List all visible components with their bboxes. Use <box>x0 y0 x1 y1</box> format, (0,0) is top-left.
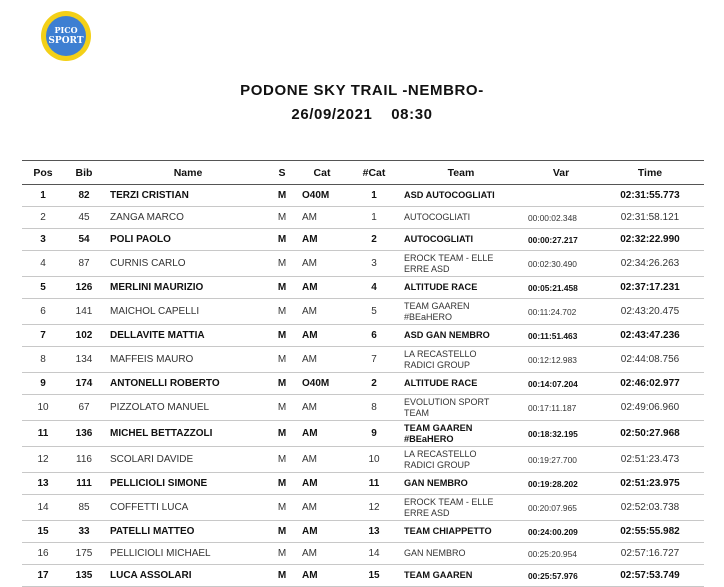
team-line-2: #BEaHERO <box>404 311 453 322</box>
row-name: ANTONELLI ROBERTO <box>110 378 220 389</box>
table-row <box>22 565 704 587</box>
col-sex: S <box>278 166 286 179</box>
row-pos: 10 <box>37 402 49 413</box>
row-cat-pos: 13 <box>368 526 380 537</box>
row-name: PATELLI MATTEO <box>110 526 195 537</box>
team-line-2: RADICI GROUP <box>404 359 471 370</box>
row-var: 00:24:00.209 <box>528 526 578 537</box>
row-cat: AM <box>302 526 318 537</box>
row-time: 02:44:08.756 <box>620 354 680 365</box>
row-cat: AM <box>302 548 317 559</box>
table-row <box>22 473 704 495</box>
row-var: 00:05:21.458 <box>528 282 578 293</box>
team-line: ASD AUTOCOGLIATI <box>404 190 495 200</box>
table-row <box>22 325 704 347</box>
row-name: PELLICIOLI MICHAEL <box>110 548 211 559</box>
row-sex: M <box>277 402 287 413</box>
row-team <box>396 251 526 277</box>
row-team <box>396 347 526 373</box>
row-time: 02:43:20.475 <box>620 306 680 317</box>
table-row <box>22 277 704 299</box>
row-var: 00:02:30.490 <box>528 258 577 269</box>
row-sex: M <box>277 570 287 581</box>
row-sex: M <box>277 258 287 269</box>
results-body <box>22 185 704 587</box>
row-time: 02:46:02.977 <box>620 378 680 389</box>
row-pos: 14 <box>37 502 49 513</box>
team-line: ALTITUDE RACE <box>404 378 478 388</box>
team-line: TEAM GAAREN <box>404 570 473 580</box>
row-name: TERZI CRISTIAN <box>110 190 189 201</box>
row-cat-pos: 8 <box>371 402 377 413</box>
row-time: 02:43:47.236 <box>620 330 680 341</box>
row-cat: AM <box>302 570 318 581</box>
row-cat: AM <box>302 402 317 413</box>
row-name: DELLAVITE MATTIA <box>110 330 205 341</box>
row-sex: M <box>277 378 287 389</box>
row-cat-pos: 9 <box>371 428 377 439</box>
row-sex: M <box>277 234 287 245</box>
team-line: LA RECASTELLO <box>404 448 477 459</box>
row-cat-pos: 4 <box>371 282 377 293</box>
row-var: 00:18:32.195 <box>528 428 578 439</box>
event-time: 08:30 <box>391 106 433 123</box>
row-pos: 11 <box>37 428 49 439</box>
row-name: SCOLARI DAVIDE <box>110 454 194 465</box>
row-var: 00:11:24.702 <box>528 306 577 317</box>
team-line: EROCK TEAM - ELLE <box>404 252 494 263</box>
row-cat-pos: 7 <box>371 354 377 365</box>
row-bib: 102 <box>75 330 93 341</box>
row-var: 00:17:11.187 <box>528 402 577 413</box>
results-header-row <box>22 161 704 185</box>
event-date: 26/09/2021 <box>291 106 373 123</box>
row-team <box>396 495 526 521</box>
row-sex: M <box>277 502 287 513</box>
row-time: 02:34:26.263 <box>620 258 680 269</box>
row-bib: 136 <box>75 428 93 439</box>
event-title: PODONE SKY TRAIL -NEMBRO- <box>240 82 484 99</box>
row-sex: M <box>277 190 287 201</box>
row-bib: 85 <box>78 502 90 513</box>
table-row <box>22 421 704 447</box>
team-line-2: RADICI GROUP <box>404 459 471 470</box>
row-bib: 87 <box>78 258 90 269</box>
team-line: EVOLUTION SPORT <box>404 396 490 407</box>
row-time: 02:52:03.738 <box>620 502 680 513</box>
row-name: MICHEL BETTAZZOLI <box>110 428 213 439</box>
row-cat-pos: 5 <box>371 306 377 317</box>
row-cat: AM <box>302 428 318 439</box>
row-bib: 45 <box>78 212 90 223</box>
row-team <box>396 543 526 565</box>
row-pos: 7 <box>40 330 46 341</box>
col-name: Name <box>173 166 203 179</box>
row-cat: AM <box>302 478 318 489</box>
event-datetime <box>0 106 724 123</box>
table-row <box>22 185 704 207</box>
logo-text-bottom: SPORT <box>48 36 84 46</box>
row-team <box>396 395 526 421</box>
row-cat-pos: 2 <box>371 234 377 245</box>
row-cat: O40M <box>302 190 330 201</box>
row-bib: 82 <box>78 190 90 201</box>
row-cat: AM <box>302 502 317 513</box>
row-var: 00:25:57.976 <box>528 570 578 581</box>
row-var: 00:00:02.348 <box>528 212 577 223</box>
team-line: EROCK TEAM - ELLE <box>404 496 494 507</box>
row-team <box>396 325 526 347</box>
row-time: 02:50:27.968 <box>620 428 680 439</box>
row-pos: 4 <box>40 258 46 269</box>
team-line: TEAM CHIAPPETTO <box>404 526 492 536</box>
row-pos: 2 <box>40 212 46 223</box>
row-cat-pos: 6 <box>371 330 377 341</box>
row-sex: M <box>277 330 287 341</box>
row-sex: M <box>277 478 287 489</box>
team-line: TEAM GAAREN <box>404 300 470 311</box>
row-cat: AM <box>302 258 317 269</box>
row-cat-pos: 3 <box>371 258 377 269</box>
table-row <box>22 543 704 565</box>
team-line-2: ERRE ASD <box>404 263 450 274</box>
row-cat: AM <box>302 354 317 365</box>
row-sex: M <box>277 212 287 223</box>
row-pos: 9 <box>40 378 46 389</box>
row-bib: 116 <box>76 454 92 465</box>
team-line: ALTITUDE RACE <box>404 282 478 292</box>
row-pos: 8 <box>40 354 46 365</box>
team-line-2: #BEaHERO <box>404 433 454 444</box>
pico-sport-logo <box>41 11 91 61</box>
col-cat: Cat <box>313 166 331 179</box>
team-line: GAN NEMBRO <box>404 478 468 488</box>
row-time: 02:51:23.975 <box>620 478 680 489</box>
row-name: CURNIS CARLO <box>110 258 186 269</box>
row-var: 00:19:27.700 <box>528 454 577 465</box>
team-line: AUTOCOGLIATI <box>404 234 474 244</box>
row-team <box>396 229 526 251</box>
col-var: Var <box>552 166 570 179</box>
row-team <box>396 447 526 473</box>
row-bib: 134 <box>75 354 93 365</box>
row-team <box>396 277 526 299</box>
row-pos: 12 <box>37 454 49 465</box>
row-bib: 175 <box>75 548 93 559</box>
col-time: Time <box>637 166 663 179</box>
table-row <box>22 447 704 473</box>
row-time: 02:31:58.121 <box>620 212 680 223</box>
table-row <box>22 347 704 373</box>
logo-badge <box>46 16 86 56</box>
row-time: 02:49:06.960 <box>620 402 680 413</box>
team-line-2: TEAM <box>404 407 430 418</box>
row-sex: M <box>277 306 287 317</box>
row-var: 00:19:28.202 <box>528 478 578 489</box>
row-bib: 174 <box>75 378 93 389</box>
row-time: 02:37:17.231 <box>620 282 680 293</box>
team-line: LA RECASTELLO <box>404 348 477 359</box>
row-cat-pos: 14 <box>368 548 380 559</box>
row-var: 00:20:07.965 <box>528 502 577 513</box>
team-line-2: ERRE ASD <box>404 507 450 518</box>
row-bib: 67 <box>78 402 90 413</box>
row-cat: AM <box>302 282 318 293</box>
row-team <box>396 207 526 229</box>
row-team <box>396 521 526 543</box>
row-cat-pos: 1 <box>371 190 377 201</box>
row-pos: 5 <box>40 282 46 293</box>
row-cat-pos: 15 <box>368 570 380 581</box>
row-name: MAFFEIS MAURO <box>110 354 194 365</box>
row-cat-pos: 12 <box>368 502 380 513</box>
row-team <box>396 421 526 447</box>
team-line: ASD GAN NEMBRO <box>404 330 490 340</box>
row-bib: 126 <box>75 282 93 293</box>
row-pos: 3 <box>40 234 46 245</box>
row-cat: AM <box>302 212 317 223</box>
row-name: MAICHOL CAPELLI <box>110 306 200 317</box>
table-row <box>22 251 704 277</box>
row-time: 02:51:23.473 <box>620 454 680 465</box>
results-table <box>22 160 704 587</box>
row-team <box>396 473 526 495</box>
table-row <box>22 495 704 521</box>
row-time: 02:57:53.749 <box>620 570 680 581</box>
table-row <box>22 299 704 325</box>
row-sex: M <box>277 428 287 439</box>
row-pos: 16 <box>37 548 49 559</box>
row-cat: AM <box>302 306 317 317</box>
row-sex: M <box>277 526 287 537</box>
row-var: 00:11:51.463 <box>528 330 578 341</box>
row-var: 00:14:07.204 <box>528 378 578 389</box>
row-time: 02:57:16.727 <box>620 548 680 559</box>
row-bib: 141 <box>75 306 93 317</box>
row-name: ZANGA MARCO <box>110 212 184 223</box>
row-cat-pos: 2 <box>371 378 377 389</box>
row-time: 02:31:55.773 <box>620 190 680 201</box>
row-cat-pos: 10 <box>368 454 380 465</box>
row-sex: M <box>277 548 287 559</box>
row-team <box>396 565 526 587</box>
row-bib: 54 <box>78 234 90 245</box>
row-time: 02:32:22.990 <box>620 234 680 245</box>
table-row <box>22 207 704 229</box>
row-cat: O40M <box>302 378 330 389</box>
col-cat-pos: #Cat <box>362 166 386 179</box>
row-name: POLI PAOLO <box>110 234 171 245</box>
table-row <box>22 229 704 251</box>
row-cat-pos: 1 <box>371 212 377 223</box>
logo-text-top: PICO <box>54 25 78 35</box>
row-pos: 17 <box>37 570 49 581</box>
row-name: COFFETTI LUCA <box>110 502 189 513</box>
row-cat: AM <box>302 234 318 245</box>
row-name: MERLINI MAURIZIO <box>110 282 204 293</box>
row-team <box>396 373 526 395</box>
row-name: PIZZOLATO MANUEL <box>110 402 210 413</box>
row-team <box>396 299 526 325</box>
row-var <box>526 185 596 207</box>
team-line: AUTOCOGLIATI <box>404 212 471 222</box>
row-var: 00:25:20.954 <box>528 548 577 559</box>
col-pos: Pos <box>33 166 53 179</box>
table-row <box>22 521 704 543</box>
row-cat: AM <box>302 330 318 341</box>
row-pos: 13 <box>37 478 49 489</box>
row-team <box>396 185 526 207</box>
row-pos: 1 <box>40 190 46 201</box>
row-cat-pos: 11 <box>368 478 380 489</box>
row-var: 00:12:12.983 <box>528 354 577 365</box>
row-pos: 15 <box>37 526 49 537</box>
col-bib: Bib <box>75 166 93 179</box>
row-name: PELLICIOLI SIMONE <box>110 478 208 489</box>
col-team: Team <box>447 166 475 179</box>
row-cat: AM <box>302 454 317 465</box>
row-sex: M <box>277 454 287 465</box>
row-bib: 33 <box>78 526 90 537</box>
table-row <box>22 373 704 395</box>
row-sex: M <box>277 282 287 293</box>
row-bib: 135 <box>75 570 93 581</box>
row-var: 00:00:27.217 <box>528 234 578 245</box>
row-name: LUCA ASSOLARI <box>110 570 192 581</box>
row-time: 02:55:55.982 <box>620 526 680 537</box>
table-row <box>22 395 704 421</box>
team-line: TEAM GAAREN <box>404 422 473 433</box>
row-bib: 111 <box>76 478 92 489</box>
row-sex: M <box>277 354 287 365</box>
row-pos: 6 <box>40 306 46 317</box>
team-line: GAN NEMBRO <box>404 548 466 558</box>
